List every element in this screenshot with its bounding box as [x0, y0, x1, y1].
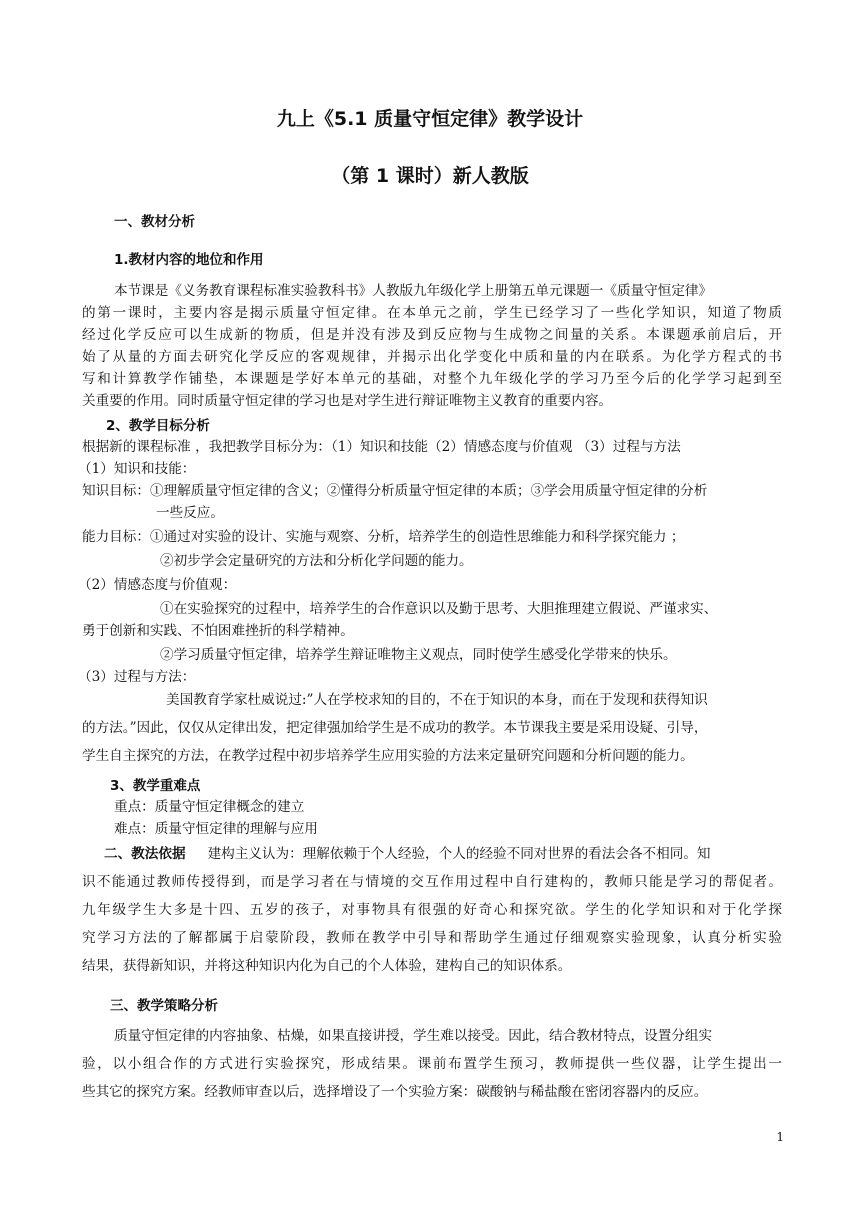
difficult-point: 难点：质量守恒定律的理解与应用	[114, 821, 318, 837]
goal-knowledge-heading: （1）知识和技能：	[78, 461, 196, 477]
section-heading-method-basis: 二、教法依据	[104, 846, 186, 862]
emotion-goal-1: ①在实验探究的过程中，培养学生的合作意识以及勤于思考、大胆推理建立假说、严谨求实、	[160, 601, 718, 617]
section-heading-goals: 2、教学目标分析	[106, 418, 210, 434]
method-basis-line: 九年级学生大多是十四、五岁的孩子，对事物具有很强的好奇心和探究欲。学生的化学知识和对于化学探	[82, 902, 782, 918]
ability-goal: 能力目标：①通过对实验的设计、实施与观察、分析，培养学生的创造性思维能力和科学探究能力 ；	[82, 529, 685, 545]
method-basis-line: 究学习方法的了解都属于启蒙阶段，教师在教学中引导和帮助学生通过仔细观察实验现象，认真分析实验	[82, 930, 782, 946]
para1-line: 关重要的作用。同时质量守恒定律的学习也是对学生进行辩证唯物主义教育的重要内容。	[82, 393, 613, 409]
method-basis-line: 结果，获得新知识，并将这种知识内化为自己的个人体验，建构自己的知识体系。	[82, 958, 572, 974]
para1-line: 的第一课时，主要内容是揭示质量守恒定律。在本单元之前，学生已经学习了一些化学知识，知道了物质	[82, 305, 782, 321]
section-heading-strategy: 三、教学策略分析	[110, 998, 218, 1014]
method-basis-line: 识不能通过教师传授得到，而是学习者在与情境的交互作用过程中自行建构的，教师只能是学习的帮促者。	[82, 874, 782, 890]
strategy-line: 些其它的探究方案。经教师审查以后，选择增设了一个实验方案：碳酸钠与稀盐酸在密闭容器内的反应。	[82, 1084, 708, 1100]
subsection-heading-position-role: 1.教材内容的地位和作用	[114, 252, 264, 268]
section-heading-textbook-analysis: 一、教材分析	[114, 214, 195, 230]
ability-goal-cont: ②初步学会定量研究的方法和分析化学问题的能力。	[160, 553, 473, 569]
key-point: 重点：质量守恒定律概念的建立	[114, 799, 305, 815]
knowledge-goal: 知识目标：①理解质量守恒定律的含义；②懂得分析质量守恒定律的本质；③学会用质量守恒定律的分析	[82, 483, 708, 499]
page-number: 1	[776, 1130, 784, 1144]
document-title: 九上《5.1 质量守恒定律》教学设计	[276, 108, 584, 130]
strategy-line: 验，以小组合作的方式进行实验探究，形成结果。课前布置学生预习，教师提供一些仪器，让学生提出一	[82, 1056, 782, 1072]
para1-line: 经过化学反应可以生成新的物质，但是并没有涉及到反应物与生成物之间量的关系。本课题承前启后，开	[82, 327, 782, 343]
method-basis-text: 建构主义认为：理解依赖于个人经验，个人的经验不同对世界的看法会各不相同。知	[207, 846, 711, 862]
process-para-line: 的方法。”因此，仅仅从定律出发，把定律强加给学生是不成功的教学。本节课我主要是采用设疑、引导，	[82, 720, 708, 736]
process-para-line: 学生自主探究的方法，在教学过程中初步培养学生应用实验的方法来定量研究问题和分析问题的能力。	[82, 748, 694, 764]
section-heading-key-points: 3、教学重难点	[110, 778, 201, 794]
knowledge-goal-cont: 一些反应。	[156, 505, 224, 521]
goals-intro: 根据新的课程标准 ，我把教学目标分为：（1）知识和技能（2）情感态度与价值观 （3）过程与方法	[82, 439, 681, 455]
para1-line: 写和计算教学作铺垫，本课题是学好本单元的基础，对整个九年级化学的学习乃至今后的化学学习起到至	[82, 371, 782, 387]
goal-emotion-heading: （2）情感态度与价值观：	[78, 577, 237, 593]
document-subtitle: （第 1 课时）新人教版	[331, 165, 529, 187]
process-para-line: 美国教育学家杜威说过:”人在学校求知的目的，不在于知识的本身，而在于发现和获得知识	[166, 692, 708, 708]
method-basis-first-line	[104, 840, 711, 868]
emotion-goal-2: ②学习质量守恒定律，培养学生辩证唯物主义观点，同时使学生感受化学带来的快乐。	[160, 647, 677, 663]
emotion-goal-1-cont: 勇于创新和实践、不怕困难挫折的科学精神。	[82, 623, 354, 639]
para1-line: 本节课是《义务教育课程标准实验教科书》人教版九年级化学上册第五单元课题一《质量守恒定律》	[114, 283, 713, 299]
para1-line: 始了从量的方面去研究化学反应的客观规律，并揭示出化学变化中质和量的内在联系。为化学方程式的书	[82, 349, 782, 365]
goal-process-heading: （3）过程与方法：	[78, 669, 196, 685]
strategy-line: 质量守恒定律的内容抽象、枯燥，如果直接讲授，学生难以接受。因此，结合教材特点，设置分组实	[114, 1028, 713, 1044]
